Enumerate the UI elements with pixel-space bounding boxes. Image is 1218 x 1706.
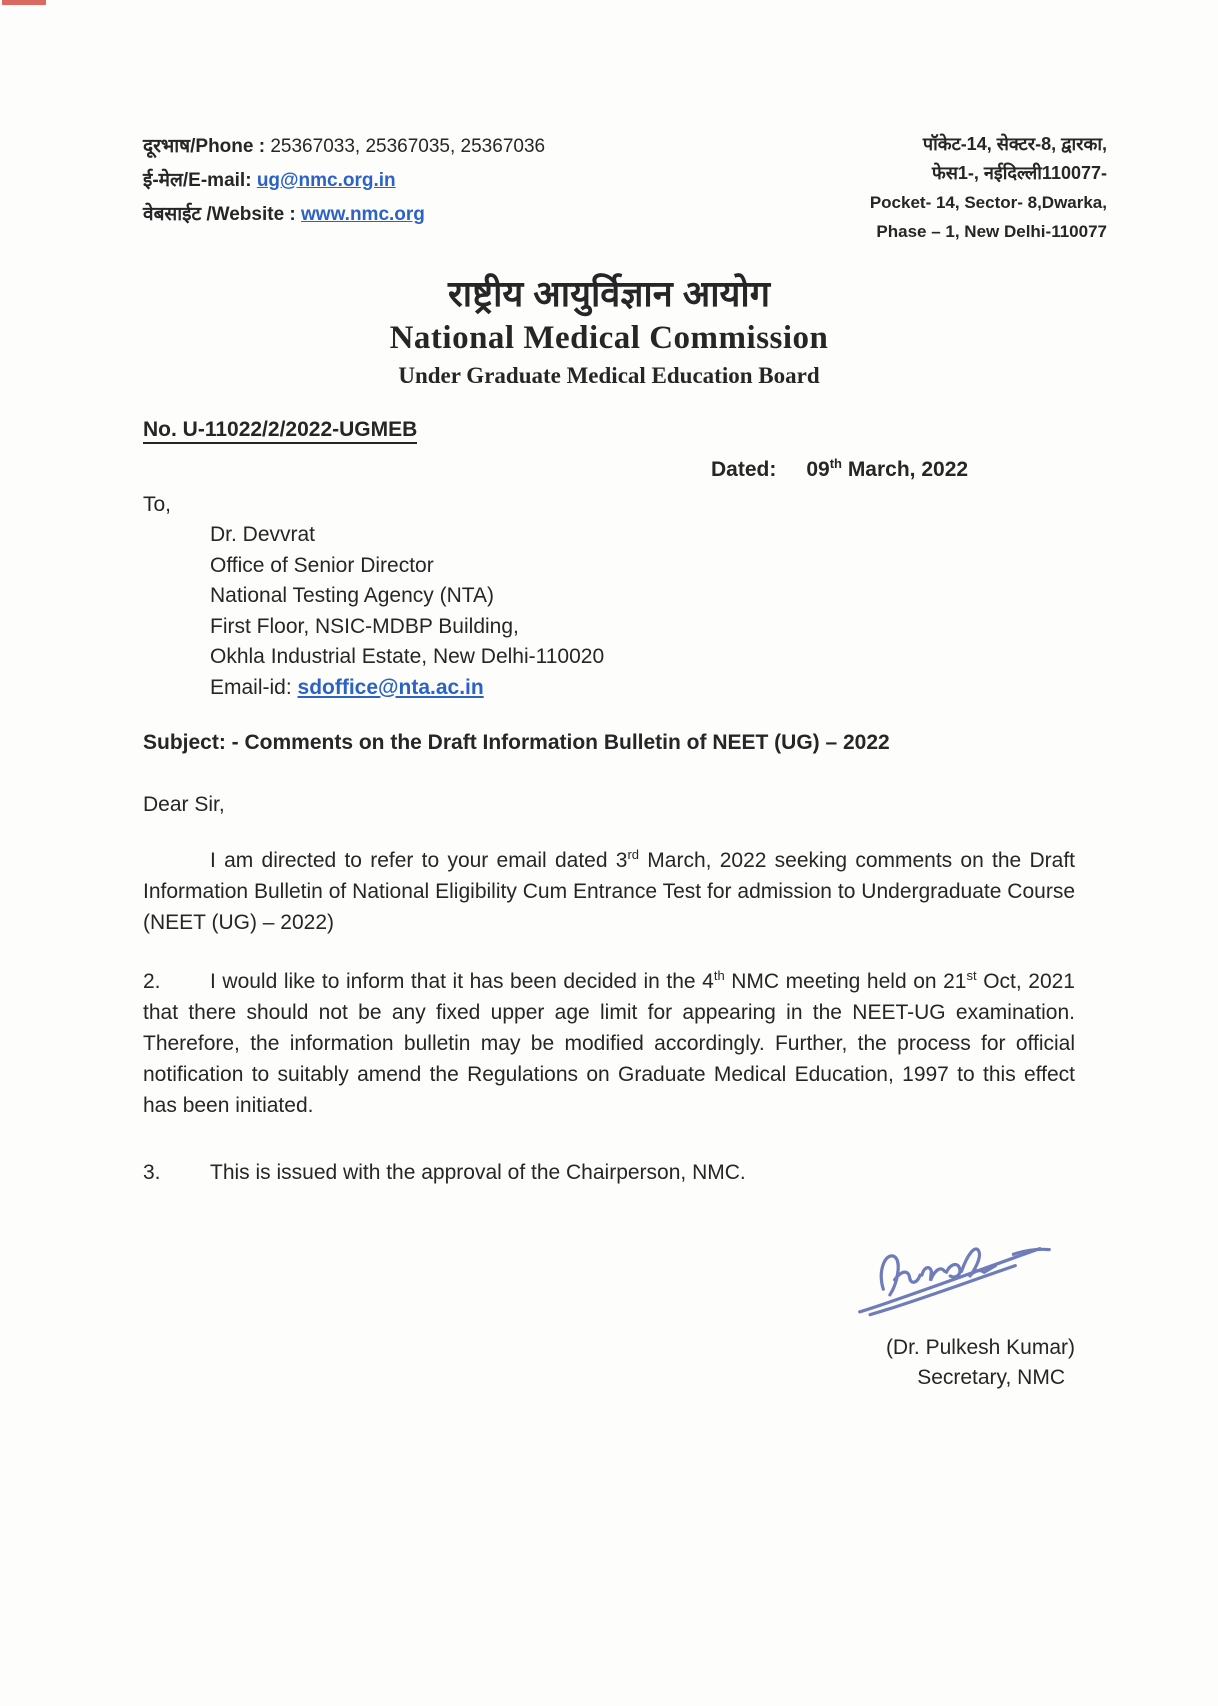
recipient-email-link[interactable]: sdoffice@nta.ac.in xyxy=(297,675,484,699)
letterhead-header xyxy=(143,130,1107,246)
date-label: Dated: xyxy=(711,458,777,481)
board-subtitle: Under Graduate Medical Education Board xyxy=(398,363,820,388)
masthead xyxy=(143,272,1075,392)
recipient-name: Dr. Devvrat xyxy=(210,523,316,546)
paragraph-number: 2. xyxy=(143,970,161,993)
reference-number-line xyxy=(143,418,1075,442)
phone-numbers: 25367033, 25367035, 25367036 xyxy=(270,136,546,157)
signature-block xyxy=(143,1226,1075,1393)
paragraph-number: 3. xyxy=(143,1161,161,1184)
date-value: 09th March, 2022 xyxy=(806,456,969,481)
body-paragraph-3: 3. This is issued with the approval of the Chairperson, NMC. xyxy=(143,1157,1075,1188)
org-title-english: National Medical Commission xyxy=(389,320,829,356)
recipient-office: Office of Senior Director xyxy=(210,553,434,577)
body-paragraph-2: 2. I would like to inform that it has been decided in the 4th NMC meeting held on 21st Oct, 2021 that there should not be any fixed upper age limit for appearing in the NEET-UG examination. Therefore, the information bulletin may be modified accordingly. Further, the process for official notification to suitably amend the Regulations on Graduate Medical Education, 1997 to this effect has been initiated. xyxy=(143,968,1075,1117)
address-line-en-2: Phase – 1, New Delhi-110077 xyxy=(876,222,1107,241)
to-label: To, xyxy=(143,493,172,516)
org-title-hindi: राष्ट्रीय आयुर्विज्ञान आयोग xyxy=(448,273,770,314)
handwritten-signature-image xyxy=(855,1226,1053,1326)
recipient-address-block xyxy=(210,520,1075,703)
address-line-en-1: Pocket- 14, Sector- 8,Dwarka, xyxy=(869,193,1107,212)
phone-label: दूरभाष/Phone : xyxy=(143,136,266,157)
phone-line xyxy=(143,130,545,164)
signatory-title: Secretary, NMC xyxy=(917,1366,1065,1389)
reference-number: No. U-11022/2/2022-UGMEB xyxy=(143,418,417,444)
address-line-hindi-2: फेस1-, नईदिल्ली110077- xyxy=(931,163,1107,183)
subject-line: Subject: - Comments on the Draft Information Bulletin of NEET (UG) – 2022 xyxy=(143,731,890,754)
email-line xyxy=(143,164,545,198)
body-paragraph-1: I am directed to refer to your email dated 3rd March, 2022 seeking comments on the Draft Information Bulletin of National Eligibility Cum Entrance Test for admission to Undergraduate Course (NEET (UG) – 2022) xyxy=(143,847,1075,934)
contact-block xyxy=(143,130,545,246)
recipient-email-label: Email-id: xyxy=(210,675,298,699)
signatory-name: (Dr. Pulkesh Kumar) xyxy=(885,1336,1075,1359)
address-line-hindi-1: पॉकेट-14, सेक्टर-8, द्वारका, xyxy=(922,134,1107,154)
website-link[interactable]: www.nmc.org xyxy=(301,204,425,225)
scan-artifact-red-mark xyxy=(2,0,46,5)
recipient-email-line xyxy=(210,673,1075,704)
salutation: Dear Sir, xyxy=(143,793,225,816)
recipient-agency: National Testing Agency (NTA) xyxy=(210,584,495,607)
email-label: ई-मेल/E-mail: xyxy=(143,170,252,191)
recipient-city: Okhla Industrial Estate, New Delhi-110020 xyxy=(210,645,605,668)
website-line xyxy=(143,198,545,232)
recipient-building: First Floor, NSIC-MDBP Building, xyxy=(210,614,519,638)
website-label: वेबसाईट /Website : xyxy=(143,204,296,225)
office-address-block xyxy=(870,130,1107,246)
date-line xyxy=(143,458,1075,482)
email-link[interactable]: ug@nmc.org.in xyxy=(256,170,396,191)
